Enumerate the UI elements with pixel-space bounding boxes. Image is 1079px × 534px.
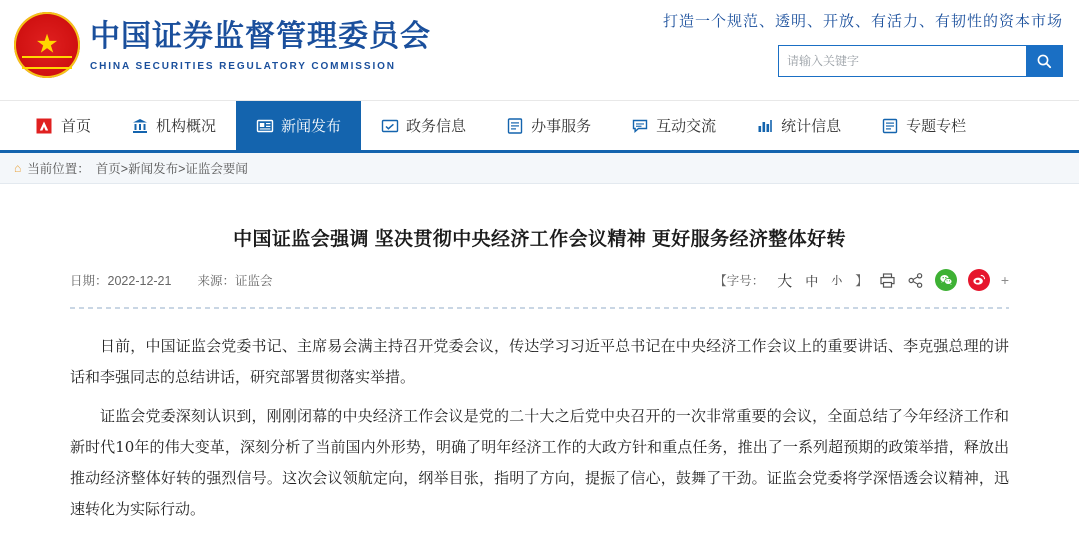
site-header: [0, 0, 1079, 101]
article-source-value: 证监会: [234, 274, 273, 288]
page-title: 中国证监会强调 坚决贯彻中央经济工作会议精神 更好服务经济整体好转: [233, 229, 846, 250]
article-date-value: 2022-12-21: [107, 274, 172, 288]
brand-text: [90, 19, 431, 72]
article-toolbar: [714, 269, 1009, 291]
nav-label: 机构概况: [156, 118, 217, 135]
nav-label: 统计信息: [781, 118, 842, 135]
breadcrumb-path[interactable]: 首页>新闻发布>证监会要闻: [95, 162, 248, 176]
article-source: [197, 271, 272, 289]
wechat-icon: [939, 273, 953, 287]
site-brand[interactable]: [14, 12, 431, 78]
institution-icon: [131, 117, 149, 135]
search-button[interactable]: [1026, 46, 1062, 76]
article-container: [0, 224, 1079, 525]
home-marker-icon: ⌂: [14, 161, 22, 175]
article-paragraph: 日前，中国证监会党委书记、主席易会满主持召开党委会议，传达学习习近平总书记在中央经济工作会议上的重要讲话、李克强总理的讲话和李强同志的总结讲话，研究部署贯彻落实举措。: [70, 337, 1009, 386]
interaction-icon: [631, 117, 649, 135]
font-size-switcher: [714, 270, 868, 291]
printer-icon: [879, 272, 896, 289]
nav-label: 互动交流: [656, 118, 717, 135]
font-size-label: 【字号：: [714, 274, 765, 288]
font-size-medium-button[interactable]: 中: [805, 273, 819, 289]
breadcrumb: [0, 153, 1079, 184]
search-input[interactable]: [779, 46, 1026, 76]
main-navigation: [0, 101, 1079, 153]
nav-item-home[interactable]: [14, 101, 111, 150]
org-name-cn: 中国证券监督管理委员会: [90, 18, 431, 54]
nav-item-interaction[interactable]: [611, 101, 736, 150]
org-name-en: CHINA SECURITIES REGULATORY COMMISSION: [90, 60, 396, 72]
nav-label: 办事服务: [531, 118, 592, 135]
weibo-share-button[interactable]: [968, 269, 990, 291]
weibo-icon: [972, 273, 986, 287]
nav-label: 专题专栏: [906, 118, 967, 135]
article-meta: [70, 271, 273, 289]
nav-label: 首页: [61, 118, 92, 135]
statistics-icon: [756, 117, 774, 135]
article-date-label: 日期：: [70, 274, 108, 288]
service-icon: [506, 117, 524, 135]
article-body: [70, 331, 1009, 525]
share-nodes-icon: [907, 272, 924, 289]
nav-item-statistics[interactable]: [736, 101, 861, 150]
article-divider: [70, 307, 1009, 309]
article-paragraph: 证监会党委深刻认识到，刚刚闭幕的中央经济工作会议是党的二十大之后党中央召开的一次非常重要的会议，全面总结了今年经济工作和新时代10年的伟大变革，深刻分析了当前国内外形势，明确了明年经济工作的大政方针和重点任务，推出了一系列超预期的政策举措，释放出推动经济整体好转的强烈信号。这次会议领航定向，纲举目张，指明了方向，提振了信心，鼓舞了干劲。证监会党委将学深悟透会议精神，迅速转化为实际行动。: [70, 407, 1009, 518]
share-button[interactable]: [907, 272, 924, 289]
news-icon: [256, 117, 274, 135]
government-info-icon: [381, 117, 399, 135]
nav-label: 政务信息: [406, 118, 467, 135]
site-slogan: 打造一个规范、透明、开放、有活力、有韧性的资本市场: [662, 12, 1063, 30]
home-icon: [34, 116, 54, 136]
print-button[interactable]: [879, 272, 896, 289]
nav-label: 新闻发布: [281, 118, 342, 135]
nav-item-column[interactable]: [861, 101, 986, 150]
more-share-button[interactable]: +: [1000, 272, 1009, 288]
font-size-small-button[interactable]: 小: [831, 275, 843, 287]
font-size-large-button[interactable]: 大: [777, 272, 793, 290]
article-date: [70, 271, 171, 289]
article-meta-row: [70, 267, 1009, 293]
wechat-share-button[interactable]: [935, 269, 957, 291]
nav-item-institution[interactable]: [111, 101, 236, 150]
font-size-close-bracket: 】: [855, 274, 868, 288]
nav-item-government-info[interactable]: [361, 101, 486, 150]
search-box[interactable]: [778, 45, 1063, 77]
breadcrumb-prefix: 当前位置：: [27, 162, 90, 176]
article-source-label: 来源：: [197, 274, 235, 288]
nav-item-service[interactable]: [486, 101, 611, 150]
column-icon: [881, 117, 899, 135]
nav-item-news[interactable]: [236, 101, 361, 150]
national-emblem-icon: [14, 12, 80, 78]
search-icon: [1036, 53, 1052, 69]
